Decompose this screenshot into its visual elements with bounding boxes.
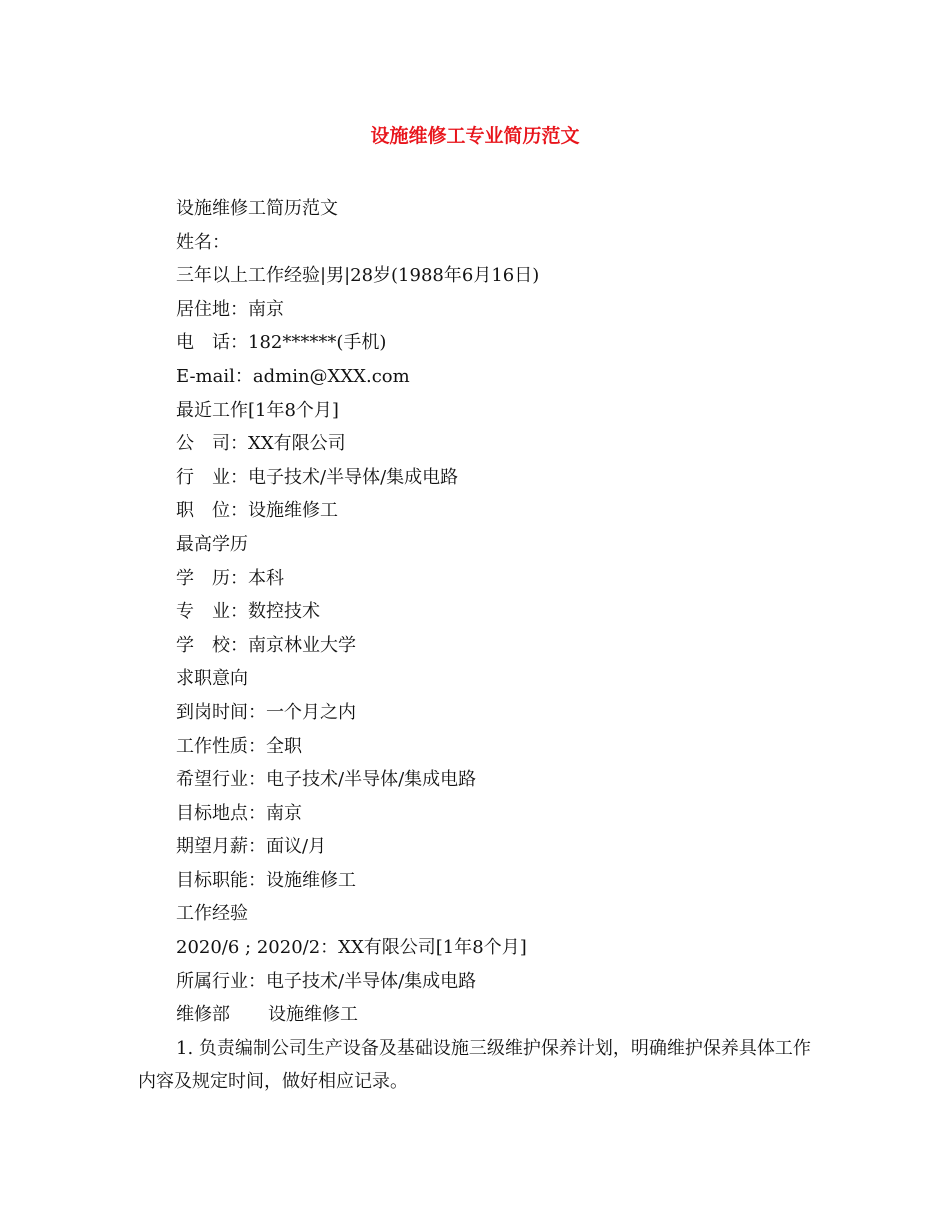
target-function-line: 目标职能：设施维修工 <box>176 869 356 891</box>
school-line: 学 校：南京林业大学 <box>176 634 356 656</box>
job-intention-heading: 求职意向 <box>176 668 248 690</box>
recent-work-heading: 最近工作[1年8个月] <box>176 399 339 421</box>
department-position: 设施维修工 <box>268 1004 358 1026</box>
job-type-line: 工作性质：全职 <box>176 735 302 757</box>
resume-heading: 设施维修工简历范文 <box>176 198 338 219</box>
residence-line: 居住地：南京 <box>176 298 284 320</box>
education-heading: 最高学历 <box>176 533 248 555</box>
expected-salary-line: 期望月薪：面议/月 <box>176 836 327 858</box>
industry-line: 行 业：电子技术/半导体/集成电路 <box>176 466 459 488</box>
availability-line: 到岗时间：一个月之内 <box>176 701 356 723</box>
phone-line: 电 话：182******(手机) <box>176 332 387 354</box>
duty-paragraph: 1. 负责编制公司生产设备及基础设施三级维护保养计划，明确维护保养具体工作内容及规定时间，做好相应记录。 <box>138 1037 811 1093</box>
department-name: 维修部 <box>176 1004 230 1026</box>
target-location-line: 目标地点：南京 <box>176 802 302 824</box>
experience-summary-line: 三年以上工作经验|男|28岁(1988年6月16日) <box>176 265 540 287</box>
department-line <box>138 998 828 1032</box>
major-line: 专 业：数控技术 <box>176 601 320 623</box>
name-line: 姓名： <box>176 231 230 253</box>
position-line: 职 位：设施维修工 <box>176 500 338 522</box>
work-period-line: 2020/6 ; 2020/2：XX有限公司[1年8个月] <box>176 937 527 959</box>
company-line: 公 司：XX有限公司 <box>176 433 346 455</box>
work-industry-line: 所属行业：电子技术/半导体/集成电路 <box>176 970 477 992</box>
degree-line: 学 历：本科 <box>176 567 284 589</box>
document-title: 设施维修工专业简历范文 <box>370 125 580 147</box>
work-experience-heading: 工作经验 <box>176 903 248 925</box>
document-body <box>138 192 828 1099</box>
desired-industry-line: 希望行业：电子技术/半导体/集成电路 <box>176 769 477 791</box>
email-line: E-mail：admin@XXX.com <box>176 365 410 387</box>
